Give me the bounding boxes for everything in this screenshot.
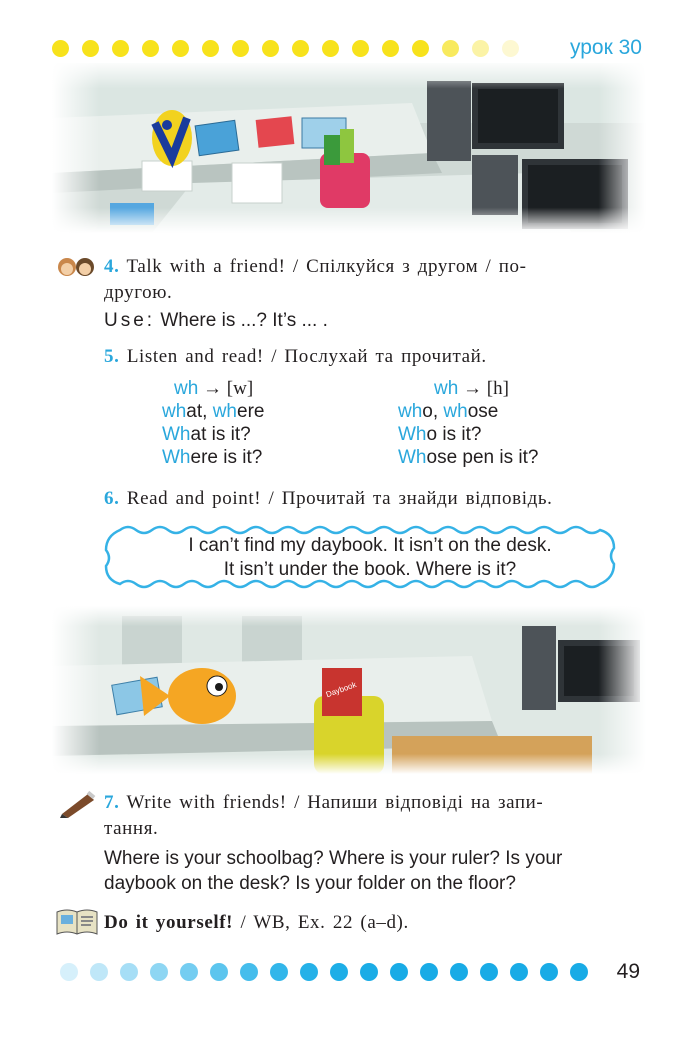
- classroom-illustration-top: [52, 63, 646, 233]
- header-dot: [112, 40, 129, 57]
- footer-dot: [420, 963, 438, 981]
- header-dot: [142, 40, 159, 57]
- task7-number: 7.: [104, 792, 120, 813]
- bubble-line-2: It isn’t under the book. Where is it?: [223, 559, 517, 580]
- homework-line: [104, 910, 409, 936]
- phonics-line-h-3: Whose pen is it?: [398, 447, 539, 468]
- task7-line-2: daybook on the desk? Is your folder on the floor?: [104, 873, 516, 894]
- friends-icon: [55, 256, 97, 278]
- task7-line-1: Where is your schoolbag? Where is your ruler? Is your: [104, 848, 563, 869]
- phonics-line-h-1: who, whose: [398, 401, 499, 422]
- bubble-line-1: I can’t find my daybook. It isn’t on the desk.: [188, 535, 552, 556]
- phonics-line-h-2: Who is it?: [398, 424, 482, 445]
- phonics-head-w: wh → [w]: [174, 378, 254, 399]
- footer-dot: [540, 963, 558, 981]
- use-label: Use:: [104, 310, 156, 331]
- header-dot: [232, 40, 249, 57]
- header-dot: [82, 40, 99, 57]
- phonics-column-h: [398, 377, 538, 469]
- header-dot: [292, 40, 309, 57]
- phonics-column-w: [162, 377, 264, 469]
- footer-dot: [330, 963, 348, 981]
- classroom-scene-2-svg: [52, 606, 646, 774]
- header-dot: [262, 40, 279, 57]
- footer-dot: [570, 963, 588, 981]
- task6-title: Read and point! / Прочитай та знайди відповідь.: [126, 488, 553, 509]
- header-dot: [322, 40, 339, 57]
- task6-title-line: [104, 486, 552, 512]
- footer-dot: [300, 963, 318, 981]
- task7-title: Write with friends! / Напиши відповіді на запи-: [126, 792, 544, 813]
- task4-title-line: [104, 254, 644, 280]
- speech-bubble-text: [110, 534, 630, 582]
- footer-dot: [180, 963, 198, 981]
- header-dot: [202, 40, 219, 57]
- header-dot-row: [52, 40, 519, 57]
- task6-number: 6.: [104, 488, 120, 509]
- footer-dot: [450, 963, 468, 981]
- footer-dot: [510, 963, 528, 981]
- footer-dot: [120, 963, 138, 981]
- header-dot: [382, 40, 399, 57]
- page-number: 49: [616, 960, 640, 983]
- homework-ref: / WB, Ex. 22 (a–d).: [233, 912, 409, 933]
- task4-number: 4.: [104, 256, 120, 277]
- header-dot: [52, 40, 69, 57]
- task5-title-line: [104, 344, 487, 370]
- footer-dot: [360, 963, 378, 981]
- phonics-head-h: wh → [h]: [434, 378, 509, 399]
- phonics-line-w-1: what, where: [162, 401, 265, 422]
- footer-dot: [60, 963, 78, 981]
- task5-title: Listen and read! / Послухай та прочитай.: [126, 346, 487, 367]
- footer-dot: [90, 963, 108, 981]
- classroom-illustration-bottom: [52, 606, 646, 774]
- footer-dot: [270, 963, 288, 981]
- header-dot: [172, 40, 189, 57]
- homework-bold: Do it yourself!: [104, 912, 234, 933]
- task7-title-line: [104, 790, 644, 816]
- task7-title-cont: тання.: [104, 818, 159, 839]
- phonics-line-w-3: Where is it?: [162, 447, 263, 468]
- task5-number: 5.: [104, 346, 120, 367]
- footer-dot: [150, 963, 168, 981]
- task4-title: Talk with a friend! / Спілкуйся з другом / по-: [126, 256, 527, 277]
- header-dot: [442, 40, 459, 57]
- lesson-label: урок 30: [569, 36, 642, 59]
- pen-icon: [58, 790, 98, 818]
- footer-dot-row: [60, 963, 588, 981]
- header-dot: [472, 40, 489, 57]
- classroom-scene-svg: [52, 63, 646, 233]
- header-dot: [352, 40, 369, 57]
- header-dot: [502, 40, 519, 57]
- task4-title-cont: другою.: [104, 282, 173, 303]
- phonics-line-w-2: What is it?: [162, 424, 251, 445]
- task4-use-line: [104, 308, 328, 333]
- footer-dot: [480, 963, 498, 981]
- footer-dot: [390, 963, 408, 981]
- task7-body: [104, 846, 562, 896]
- use-text: Where is ...? It’s ... .: [160, 310, 328, 331]
- footer-dot: [210, 963, 228, 981]
- workbook-icon: [55, 906, 99, 938]
- header-dot: [412, 40, 429, 57]
- footer-dot: [240, 963, 258, 981]
